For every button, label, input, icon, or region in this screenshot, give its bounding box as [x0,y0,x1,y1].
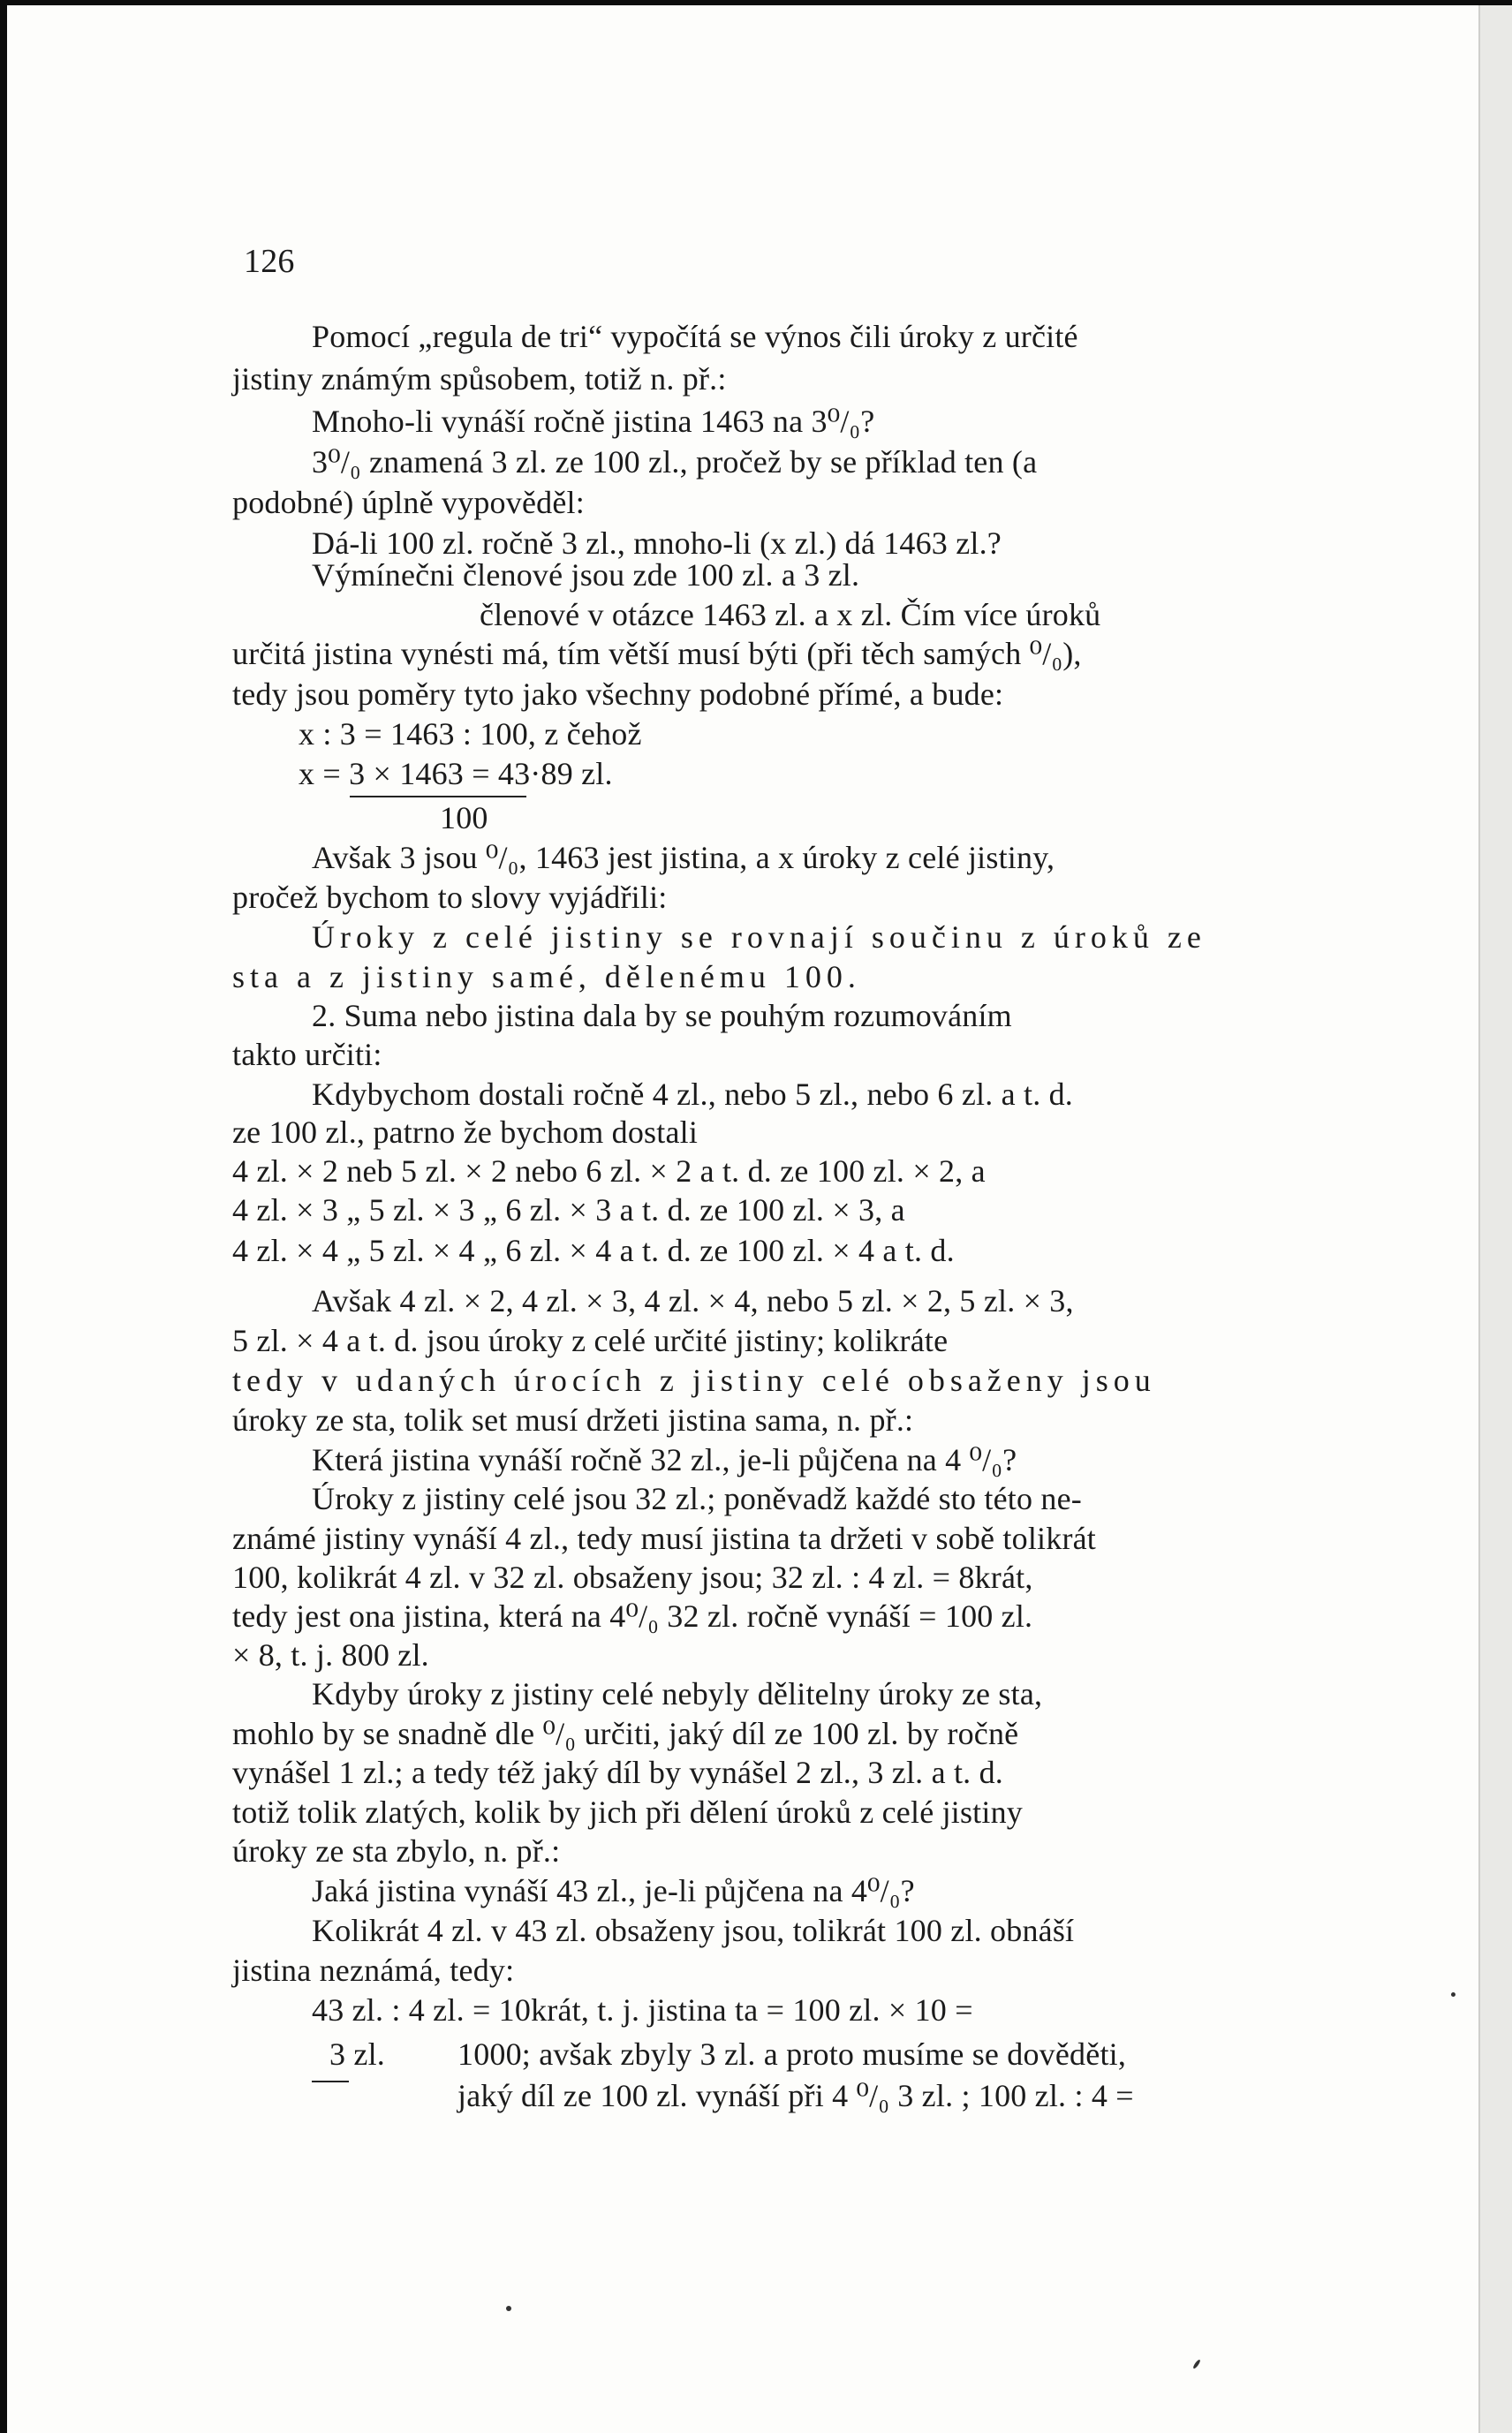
text-line-4: 3⁰/₀ znamená 3 zl. ze 100 zl., pročež by se příklad ten (a [312,444,1038,480]
text-line-41: Kolikrát 4 zl. v 43 zl. obsaženy jsou, tolikrát 100 zl. obnáší [312,1913,1075,1948]
remainder-value: 3 zl. [329,2036,385,2072]
calculation-line: 43 zl. : 4 zl. = 10krát, t. j. jistina ta = 100 zl. × 10 = [312,1992,973,2028]
rule-statement-line-2: sta a z jistiny samé, dělenému 100. [232,959,861,994]
text-line-36: mohlo by se snadně dle ⁰/₀ určiti, jaký díl ze 100 zl. by ročně [232,1716,1019,1751]
text-line-33: tedy jest ona jistina, která na 4⁰/₀ 32 zl. ročně vynáší = 100 zl. [232,1598,1033,1634]
text-line-37: vynášel 1 zl.; a tedy též jaký díl by vynášel 2 zl., 3 zl. a t. d. [232,1755,1003,1790]
text-line-7: Výmínečni členové jsou zde 100 zl. a 3 zl. [312,557,860,593]
text-line-44: 1000; avšak zbyly 3 zl. a proto musíme se dověděti, [457,2036,1127,2072]
text-line-2: jistiny známým spůsobem, totiž n. př.: [232,361,727,397]
text-line-1: Pomocí „regula de tri“ vypočítá se výnos čili úroky z určité [312,319,1078,354]
print-speck [1192,2359,1201,2369]
remainder-rule [312,2081,349,2082]
text-line-27: tedy v udaných úrocích z jistiny celé obsaženy jsou [232,1363,1156,1398]
page-edge-margin [1478,5,1512,2433]
text-line-30: Úroky z jistiny celé jsou 32 zl.; poněvadž každé sto této ne- [312,1481,1082,1516]
example-question-2: Jaká jistina vynáší 43 zl., je-li půjčena na 4⁰/₀? [312,1873,915,1908]
equation-line-2: x = 3 × 1463 = 43·89 zl. [299,756,613,791]
table-row-1: 4 zl. × 2 neb 5 zl. × 2 nebo 6 zl. × 2 a t. d. ze 100 zl. × 2, a [232,1153,986,1189]
text-line-10: tedy jsou poměry tyto jako všechny podobné přímé, a bude: [232,676,1004,712]
text-line-35: Kdyby úroky z jistiny celé nebyly dělitelny úroky ze sta, [312,1676,1043,1711]
example-question-1: Která jistina vynáší ročně 32 zl., je-li půjčena na 4 ⁰/₀? [312,1442,1017,1477]
text-line-9: určitá jistina vynésti má, tím větší musí býti (při těch samých ⁰/₀), [232,636,1082,671]
text-line-3: Mnoho-li vynáší ročně jistina 1463 na 3⁰/₀? [312,404,875,439]
text-line-42: jistina neznámá, tedy: [232,1953,515,1988]
text-line-39: úroky ze sta zbylo, n. př.: [232,1833,561,1869]
table-row-2: 4 zl. × 3 „ 5 zl. × 3 „ 6 zl. × 3 a t. d. ze 100 zl. × 3, a [232,1192,905,1228]
text-line-38: totiž tolik zlatých, kolik by jich při dělení úroků z celé jistiny [232,1795,1023,1830]
fraction-rule [350,796,526,797]
rule-statement-line-1: Úroky z celé jistiny se rovnají součinu z úroků ze [312,919,1206,955]
text-line-31: známé jistiny vynáší 4 zl., tedy musí jistina ta držeti v sobě tolikrát [232,1521,1097,1556]
text-line-21: ze 100 zl., patrno že bychom dostali [232,1114,699,1150]
text-line-34: × 8, t. j. 800 zl. [232,1637,429,1673]
text-line-45: jaký díl ze 100 zl. vynáší při 4 ⁰/₀ 3 zl. ; 100 zl. : 4 = [457,2078,1134,2113]
text-line-8: členové v otázce 1463 zl. a x zl. Čím více úroků [480,597,1101,632]
page-number: 126 [244,243,295,280]
section-2-heading: 2. Suma nebo jistina dala by se pouhým rozumováním [312,998,1012,1033]
equation-line-1: x : 3 = 1463 : 100, z čehož [299,716,642,752]
print-speck [506,2306,511,2311]
text-line-19: takto určiti: [232,1037,382,1072]
text-line-6: Dá-li 100 zl. ročně 3 zl., mnoho-li (x zl.) dá 1463 zl.? [312,525,1002,561]
text-line-25: Avšak 4 zl. × 2, 4 zl. × 3, 4 zl. × 4, nebo 5 zl. × 2, 5 zl. × 3, [312,1283,1074,1319]
text-line-20: Kdybychom dostali ročně 4 zl., nebo 5 zl., nebo 6 zl. a t. d. [312,1077,1073,1112]
print-speck [1451,1992,1455,1997]
fraction-denominator: 100 [440,800,488,835]
text-line-5: podobné) úplně vypověděl: [232,485,585,520]
text-line-14: Avšak 3 jsou ⁰/₀, 1463 jest jistina, a x úroky z celé jistiny, [312,840,1055,875]
table-row-3: 4 zl. × 4 „ 5 zl. × 4 „ 6 zl. × 4 a t. d. ze 100 zl. × 4 a t. d. [232,1233,955,1268]
text-line-26: 5 zl. × 4 a t. d. jsou úroky z celé určité jistiny; kolikráte [232,1323,949,1358]
text-line-28: úroky ze sta, tolik set musí držeti jistina sama, n. př.: [232,1402,914,1438]
text-line-32: 100, kolikrát 4 zl. v 32 zl. obsaženy jsou; 32 zl. : 4 zl. = 8krát, [232,1560,1033,1595]
text-line-15: pročež bychom to slovy vyjádřili: [232,880,668,915]
